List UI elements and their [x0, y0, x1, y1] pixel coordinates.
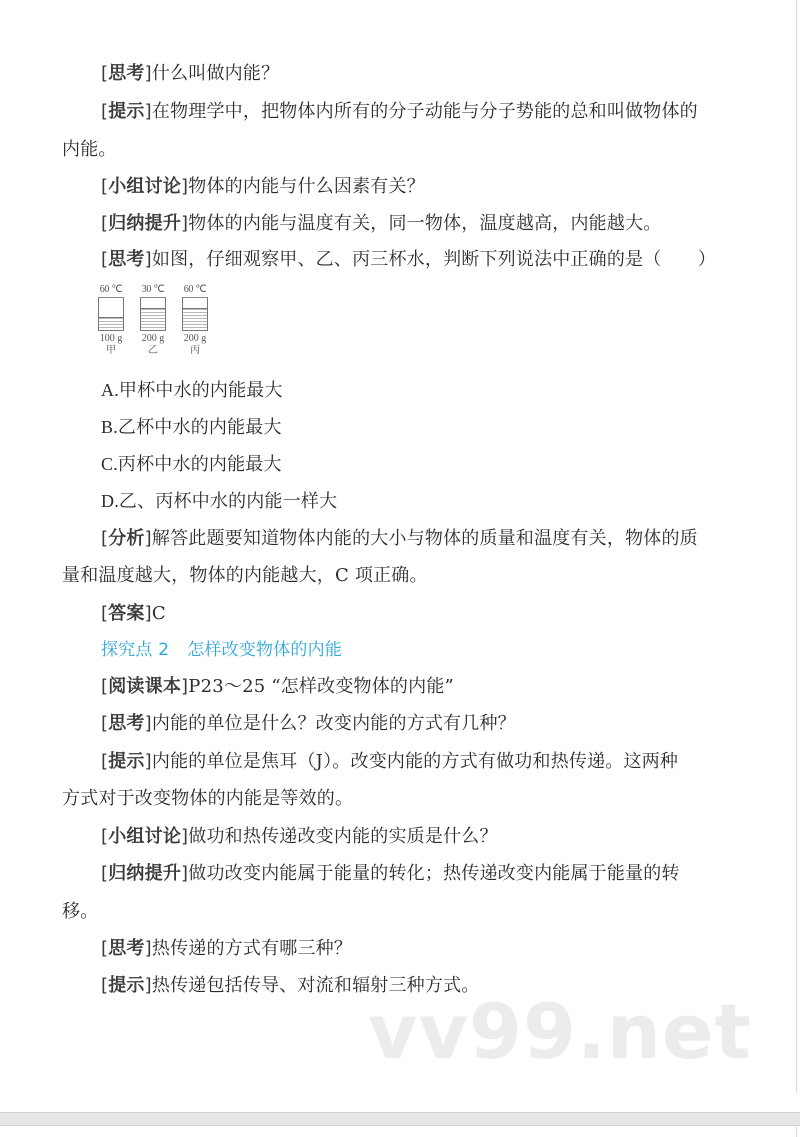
page-separator	[0, 1112, 800, 1126]
watermark: vv99.net	[368, 987, 752, 1076]
paragraph-summary-2-continuation: 移。	[62, 901, 99, 922]
paragraph-text: 如图，仔细观察甲、乙、丙三杯水，判断下列说法中正确的是（ ）	[151, 249, 717, 270]
label-tag: 提示	[108, 975, 145, 996]
option-text: 甲杯中水的内能最大	[118, 380, 283, 401]
paragraph-summary-2: [归纳提升]做功改变内能属于能量的转化；热传递改变内能属于能量的转	[101, 863, 680, 884]
option-text: 乙杯中水的内能最大	[117, 417, 282, 438]
paragraph-text: 物体的内能与什么因素有关？	[188, 176, 425, 197]
paragraph-text: 解答此题要知道物体内能的大小与物体的质量和温度有关，物体的质	[151, 528, 698, 549]
option-c	[101, 452, 282, 477]
paragraph-group-discussion-2: [小组讨论]做功和热传递改变内能的实质是什么？	[101, 826, 498, 847]
paragraph-text: P23～25 “怎样改变物体的内能”	[188, 676, 454, 697]
cup-mass: 200 g	[183, 333, 207, 344]
answer-value: C	[151, 603, 166, 624]
cup-icon	[182, 297, 208, 331]
label-tag: 提示	[108, 101, 145, 122]
paragraph-hint-1-continuation: 内能。	[62, 139, 117, 160]
option-d	[101, 489, 337, 514]
cup-name: 甲	[106, 345, 116, 356]
paragraph-text: 热传递包括传导、对流和辐射三种方式。	[151, 975, 480, 996]
option-a	[101, 378, 283, 403]
paragraph-text: 做功和热传递改变内能的实质是什么？	[188, 826, 498, 847]
option-text: 乙、丙杯中水的内能一样大	[118, 491, 338, 512]
label-tag: 阅读课本	[108, 676, 182, 697]
cup-temperature: 30 ℃	[141, 284, 165, 295]
option-text: 丙杯中水的内能最大	[117, 454, 282, 475]
paragraph-hint-3: [提示]热传递包括传导、对流和辐射三种方式。	[101, 975, 480, 996]
cup-bing	[180, 284, 210, 357]
paragraph-text: 热传递的方式有哪三种？	[151, 938, 353, 959]
paragraph-answer: [答案]C	[101, 603, 166, 624]
section-number: 探究点 2	[101, 640, 170, 660]
label-tag: 思考	[108, 713, 145, 734]
paragraph-text: 内能的单位是焦耳（J）。改变内能的方式有做功和热传递。这两种	[151, 751, 679, 772]
paragraph-think-2: [思考]内能的单位是什么？改变内能的方式有几种？	[101, 713, 516, 734]
cup-name: 乙	[148, 345, 158, 356]
cup-icon	[140, 297, 166, 331]
paragraph-summary-1: [归纳提升]物体的内能与温度有关，同一物体，温度越高，内能越大。	[101, 213, 662, 234]
option-letter: A.	[101, 380, 119, 400]
cups-figure	[96, 284, 226, 370]
cup-yi	[138, 284, 168, 357]
label-tag: 思考	[108, 938, 145, 959]
cup-icon	[98, 297, 124, 331]
paragraph-hint-1: [提示]在物理学中，把物体内所有的分子动能与分子势能的总和叫做物体的	[101, 101, 698, 122]
option-b	[101, 415, 282, 440]
option-letter: C.	[101, 454, 118, 474]
water-fill	[183, 308, 207, 330]
label-tag: 小组讨论	[108, 826, 182, 847]
label-tag: 思考	[108, 63, 145, 84]
water-fill	[99, 317, 123, 330]
label-tag: 分析	[108, 528, 145, 549]
option-letter: D.	[101, 491, 119, 511]
label-tag: 思考	[108, 249, 145, 270]
label-tag: 提示	[108, 751, 145, 772]
label-tag: 答案	[108, 603, 145, 624]
paragraph-text: 物体的内能与温度有关，同一物体，温度越高，内能越大。	[188, 213, 662, 234]
next-page-top	[0, 1126, 797, 1137]
paragraph-analysis-continuation: 量和温度越大，物体的内能越大，C 项正确。	[62, 565, 428, 586]
cup-temperature: 60 ℃	[183, 284, 207, 295]
cup-temperature: 60 ℃	[99, 284, 123, 295]
paragraph-think-1: [思考]什么叫做内能？	[101, 63, 280, 84]
section-heading	[101, 638, 342, 662]
label-tag: 小组讨论	[108, 176, 182, 197]
label-tag: 归纳提升	[108, 863, 182, 884]
cup-mass: 200 g	[141, 333, 165, 344]
paragraph-analysis: [分析]解答此题要知道物体内能的大小与物体的质量和温度有关，物体的质	[101, 528, 698, 549]
cup-jia	[96, 284, 126, 357]
paragraph-text: 在物理学中，把物体内所有的分子动能与分子势能的总和叫做物体的	[151, 101, 698, 122]
cup-mass: 100 g	[99, 333, 123, 344]
paragraph-text: 做功改变内能属于能量的转化；热传递改变内能属于能量的转	[188, 863, 680, 884]
paragraph-think-3: [思考]热传递的方式有哪三种？	[101, 938, 353, 959]
paragraph-text: 什么叫做内能？	[151, 63, 280, 84]
option-letter: B.	[101, 417, 118, 437]
paragraph-group-discussion-1: [小组讨论]物体的内能与什么因素有关？	[101, 176, 425, 197]
paragraph-hint-2: [提示]内能的单位是焦耳（J）。改变内能的方式有做功和热传递。这两种	[101, 751, 679, 772]
section-title: 怎样改变物体的内能	[187, 640, 343, 660]
cup-name: 丙	[190, 345, 200, 356]
paragraph-text: 内能的单位是什么？改变内能的方式有几种？	[151, 713, 516, 734]
paragraph-read-textbook: [阅读课本]P23～25 “怎样改变物体的内能”	[101, 676, 454, 697]
paragraph-hint-2-continuation: 方式对于改变物体的内能是等效的。	[62, 788, 354, 809]
paragraph-think-question: [思考]如图，仔细观察甲、乙、丙三杯水，判断下列说法中正确的是（ ）	[101, 249, 717, 270]
label-tag: 归纳提升	[108, 213, 182, 234]
water-fill	[141, 308, 165, 330]
